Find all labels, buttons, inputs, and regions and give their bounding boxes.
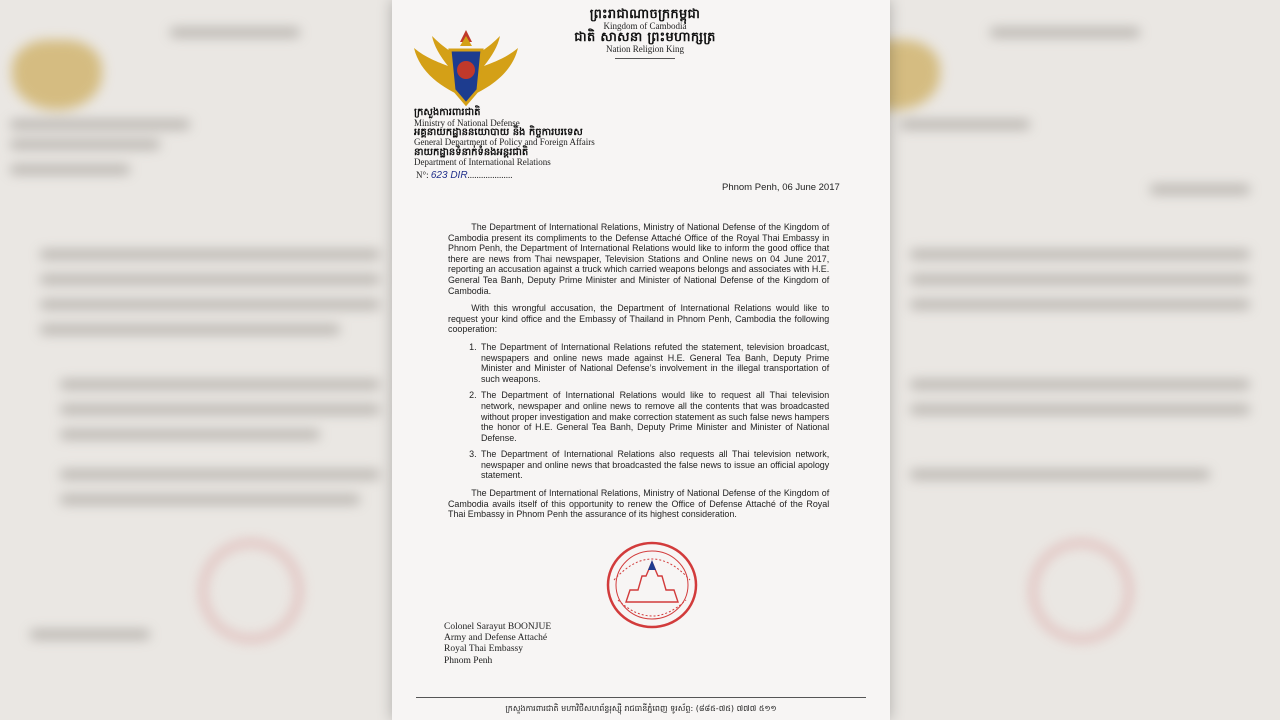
letter-paper [392,0,890,720]
recipient-organization: Royal Thai Embassy [444,644,523,655]
department-english: General Department of Policy and Foreign Affairs [414,137,595,148]
ministry-name-khmer: ក្រសួងការពារជាតិ [414,107,481,118]
list-item: 1. The Department of International Relations refuted the statement, television broadcast, newspapers and online news made against H.E. General Tea Banh, Deputy Prime Minister and Minister of National Defense’s involvement in the illegal transportation of such weapons. [479,342,829,384]
list-item: 2. The Department of International Relations would like to request all Thai television network, newspaper and online news to remove all the contents that was broadcasted without proper investigation and make correction statement as such false news hampers the honor of H.E. General Tea Banh, Deputy Prime Minister and Minister of National Defense. [479,390,829,443]
letter-date: Phnom Penh, 06 June 2017 [722,182,840,193]
recipient-title: Army and Defense Attaché [444,633,548,644]
body-paragraph-1: The Department of International Relations, Ministry of National Defense of the Kingdom of Cambodia present its compliments to the Defense Attaché Office of the Royal Thai Embassy in Phnom Penh, the Department of International Relations would like to inform the good office that there are news from Thai newspaper, Television Stations and Online news on 04 June 2017, reporting an accusation against a truck which carried weapons belongs and associates with H.E. General Tea Banh, Deputy Prime Minister and Minister of National Defense of the Kingdom of Cambodia. [448,222,830,296]
cooperation-list [448,342,829,481]
official-seal-stamp-icon [604,540,700,630]
body-paragraph-3: The Department of International Relations, Ministry of National Defense of the Kingdom of Cambodia avails itself of this opportunity to renew the Office of Defense Attaché of the Royal Thai Embassy in Phnom Penh the assurance of its highest consideration. [448,488,830,520]
letter-body [448,222,829,527]
reference-number [416,170,513,181]
motto-english: Nation Religion King [606,43,684,54]
recipient-name: Colonel Sarayut BOONJUE [444,622,552,632]
reference-dots: .................... [467,170,513,180]
recipient-block [444,622,551,667]
kingdom-khmer: ព្រះរាជាណាចក្រកម្ពុជា [589,7,701,22]
kingdom-english: Kingdom of Cambodia [603,20,687,31]
ministry-block [414,108,595,168]
recipient-city: Phnom Penh [444,655,493,666]
reference-handwritten: 623 DIR [430,170,468,181]
body-paragraph-2: With this wrongful accusation, the Department of International Relations would like to request your kind office and the Embassy of Thailand in Phnom Penh, Cambodia the following cooperation: [448,303,830,335]
blurred-background-left [0,0,392,720]
sub-department-khmer: នាយកដ្ឋានទំនាក់ទំនងអន្តរជាតិ [414,146,529,158]
sub-department-english: Department of International Relations [414,157,551,168]
header-divider [615,58,675,59]
footer-address: ក្រសួងការពារជាតិ មហាវិថីសហព័ន្ធរុស្ស៊ី រាជធានីភ្នំពេញ ទូរស័ព្ទ: (៨៨៥-៧៥) ៧៧៧ ៥១១ [505,704,777,713]
blurred-background-right [890,0,1280,720]
reference-label: N°: [416,170,431,180]
ministry-emblem-icon [412,28,520,110]
department-khmer: អគ្គនាយកដ្ឋាននយោបាយ និង កិច្ចការបរទេស [414,126,583,138]
ministry-name-english: Ministry of National Defense [414,117,520,128]
list-item: 3. The Department of International Relations also requests all Thai television network, newspaper and online news that broadcasted the false news to issue an official apology statement. [479,449,829,481]
motto-khmer: ជាតិ សាសនា ព្រះមហាក្សត្រ [574,30,716,46]
footer-divider [416,697,866,698]
